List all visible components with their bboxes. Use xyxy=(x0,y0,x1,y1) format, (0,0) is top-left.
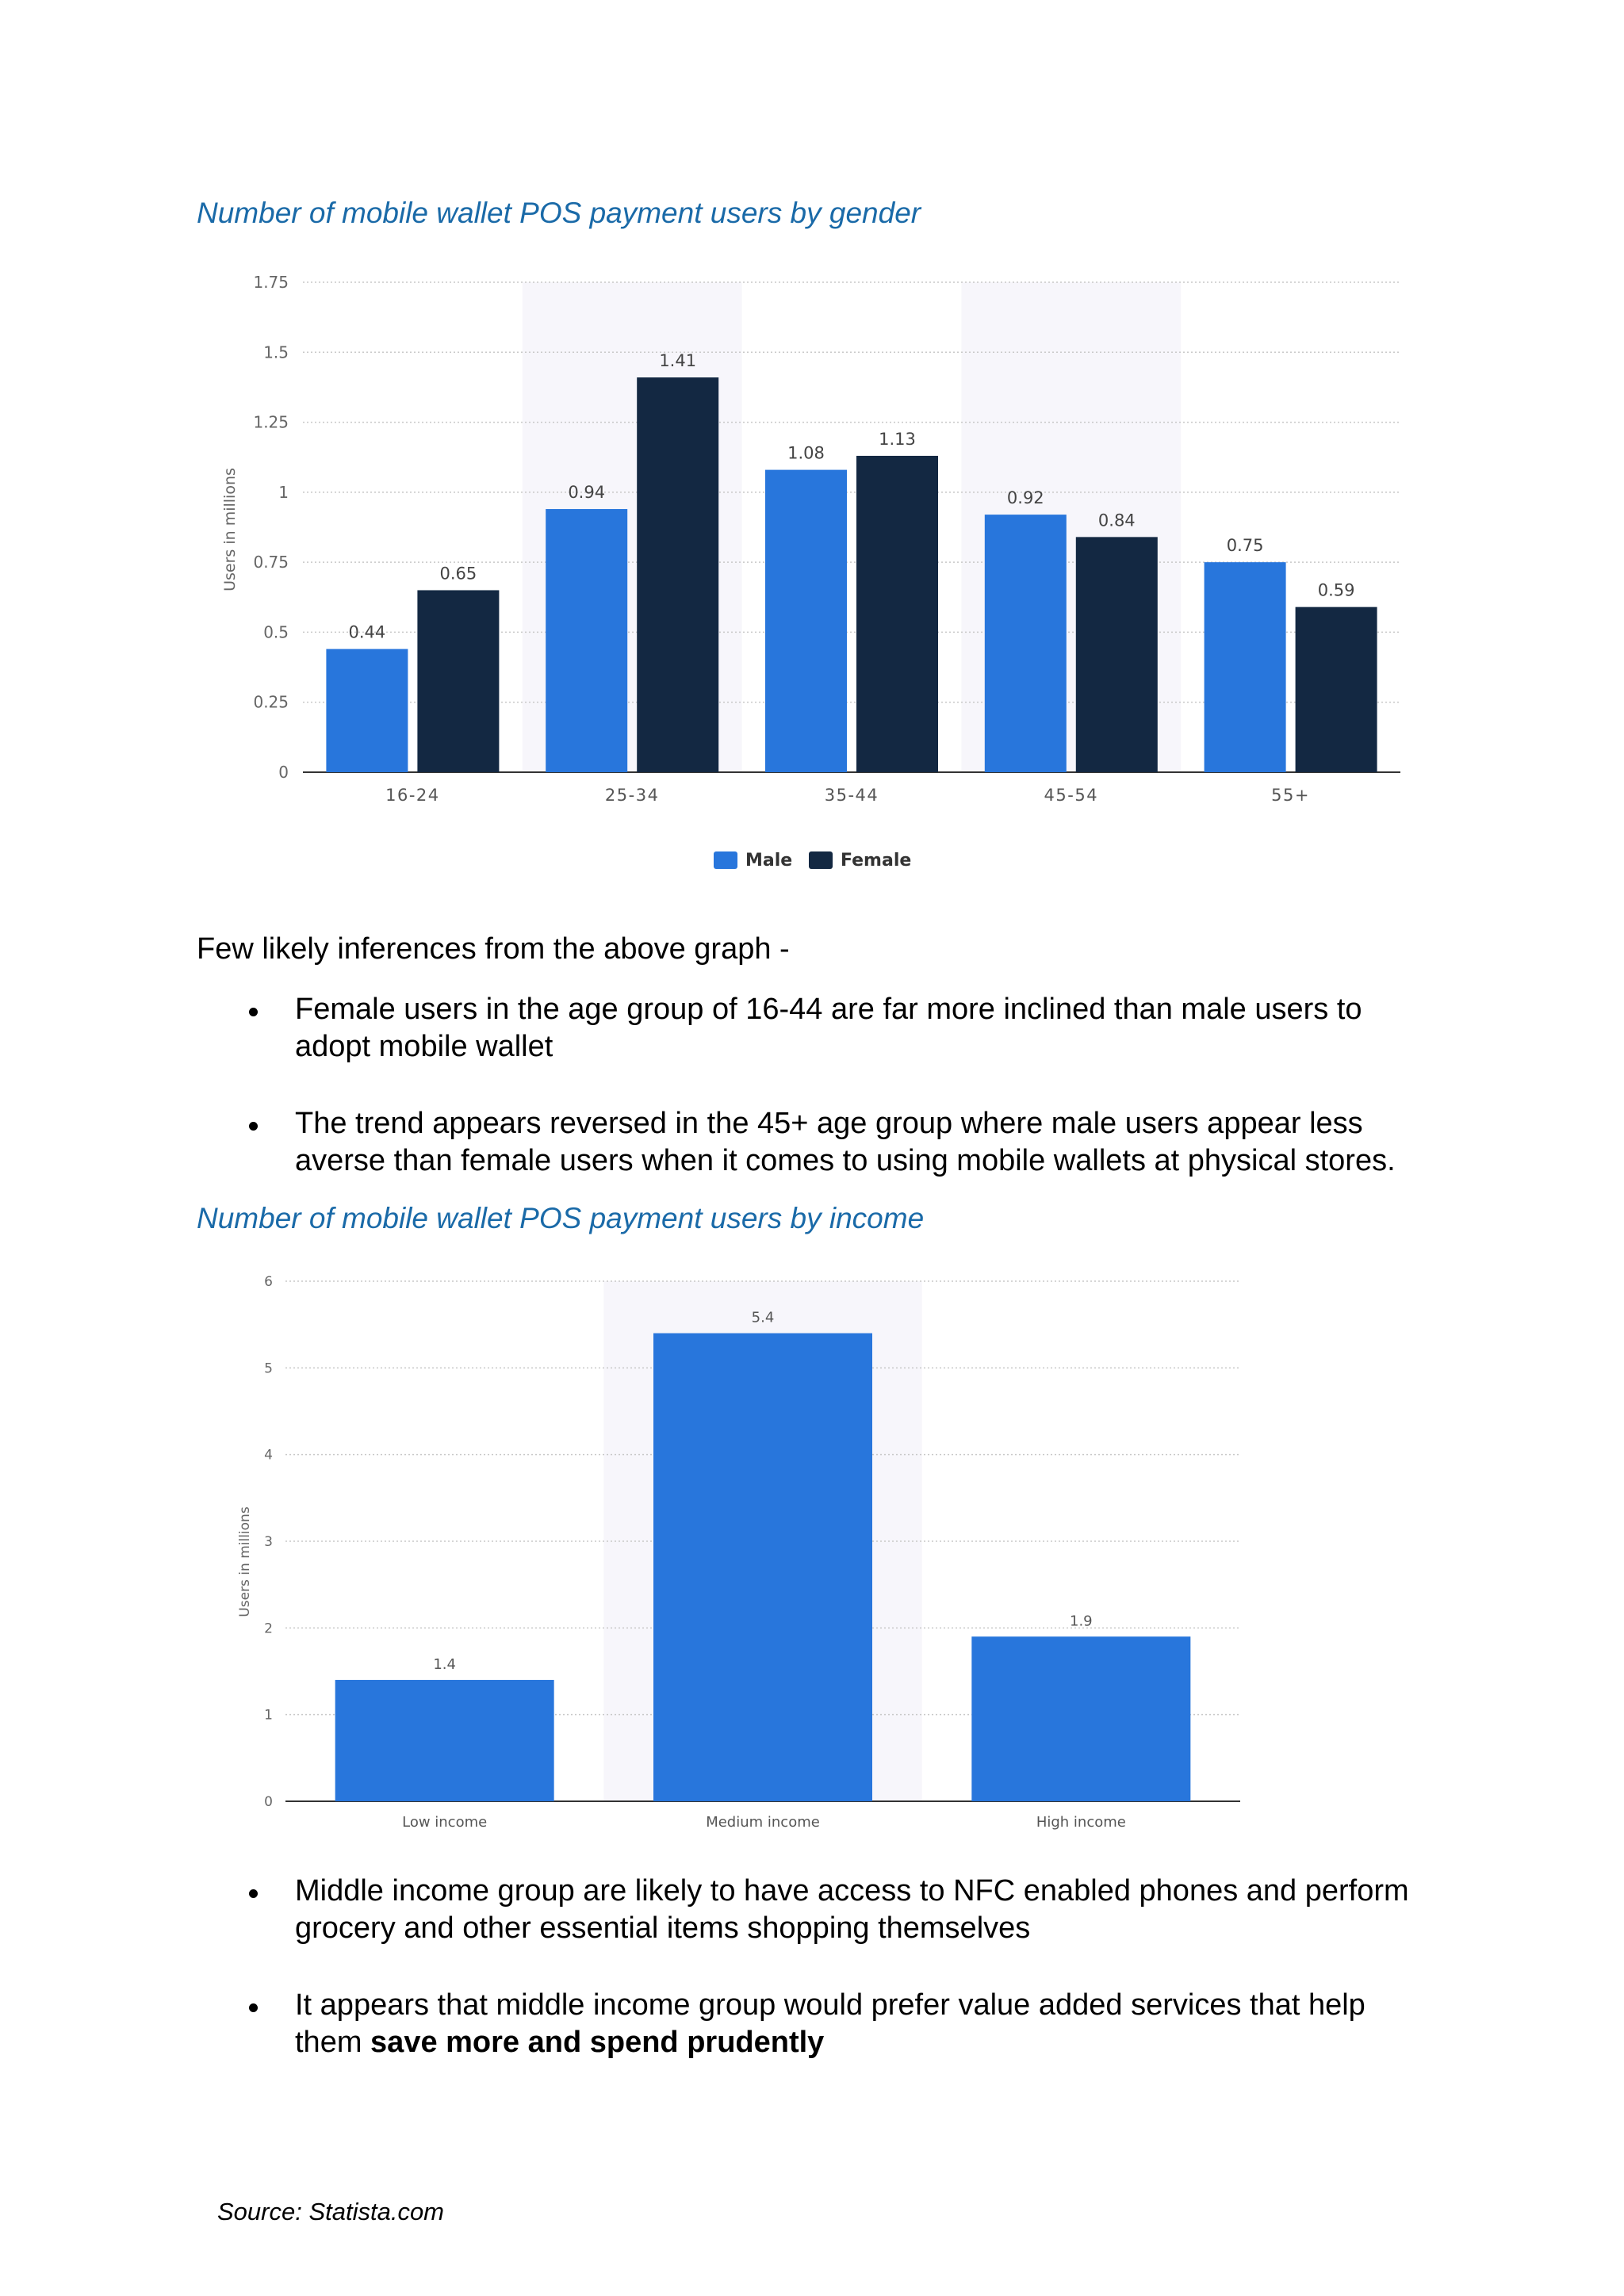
data-label: 0.59 xyxy=(1317,580,1355,600)
data-label: 0.92 xyxy=(1006,488,1044,508)
x-tick-label: Medium income xyxy=(706,1814,820,1831)
y-axis-title: Users in millions xyxy=(221,468,239,591)
data-label: 0.65 xyxy=(439,564,477,584)
y-tick-label: 1 xyxy=(264,1707,273,1724)
legend-swatch-male xyxy=(714,851,737,869)
data-label: 1.08 xyxy=(787,443,825,463)
bar-male xyxy=(985,515,1067,772)
gender-chart xyxy=(205,252,1481,910)
y-tick-label: 6 xyxy=(264,1274,273,1290)
x-tick-label: Low income xyxy=(402,1814,488,1831)
bar xyxy=(971,1636,1190,1801)
bar-female xyxy=(1076,537,1158,772)
income-chart xyxy=(230,1261,1261,1851)
bar-female xyxy=(856,456,938,772)
x-tick-label: 25-34 xyxy=(604,786,660,805)
y-tick-label: 1.5 xyxy=(263,342,289,362)
bar-male xyxy=(546,509,627,772)
y-tick-label: 1.25 xyxy=(253,412,289,432)
bar xyxy=(653,1334,872,1801)
y-tick-label: 0 xyxy=(264,1794,273,1810)
y-axis-title: Users in millions xyxy=(237,1506,253,1617)
list-item: The trend appears reversed in the 45+ age group where male users appear less averse than female users when it comes to using mobile wallets at physical stores. xyxy=(197,1105,1434,1180)
legend-label-female: Female xyxy=(841,851,912,871)
bullet-bold-text: save more and spend prudently xyxy=(370,2026,825,2059)
list-item xyxy=(197,1987,1434,2061)
bar-male xyxy=(765,470,847,772)
y-tick-label: 0.25 xyxy=(253,692,289,712)
legend-swatch-female xyxy=(809,851,833,869)
data-label: 0.84 xyxy=(1097,511,1136,530)
gender-bullet-list xyxy=(197,991,1434,1219)
y-tick-label: 0 xyxy=(278,763,289,782)
bar-male xyxy=(326,649,408,772)
y-tick-label: 1.75 xyxy=(253,273,289,292)
bar-female xyxy=(637,377,718,772)
y-tick-label: 1 xyxy=(278,482,289,502)
data-label: 1.4 xyxy=(433,1655,456,1673)
y-tick-label: 0.5 xyxy=(263,622,289,642)
income-chart-title: Number of mobile wallet POS payment users by income xyxy=(197,1202,925,1234)
bar-female xyxy=(1296,607,1377,772)
y-tick-label: 2 xyxy=(264,1621,273,1637)
data-label: 0.75 xyxy=(1226,536,1264,556)
data-label: 5.4 xyxy=(751,1309,775,1326)
x-tick-label: 55+ xyxy=(1271,786,1311,805)
data-label: 1.41 xyxy=(659,351,697,371)
y-tick-label: 3 xyxy=(264,1534,273,1550)
x-tick-label: High income xyxy=(1036,1814,1126,1831)
bar-female xyxy=(417,590,499,772)
gender-chart-title: Number of mobile wallet POS payment users by gender xyxy=(197,197,921,229)
source-note: Source: Statista.com xyxy=(217,2198,445,2225)
data-label: 1.13 xyxy=(879,429,916,449)
data-label: 1.9 xyxy=(1070,1613,1093,1630)
bar xyxy=(335,1680,554,1801)
data-label: 0.44 xyxy=(348,622,386,642)
income-bullet-list xyxy=(197,1873,1434,2101)
x-tick-label: 45-54 xyxy=(1044,786,1099,805)
list-item: Female users in the age group of 16-44 are far more inclined than male users to adopt mobile wallet xyxy=(197,991,1434,1066)
data-label: 0.94 xyxy=(568,483,606,503)
legend-label-male: Male xyxy=(745,851,793,871)
bullet-text: It appears that middle income group would prefer value added services that help them xyxy=(295,1988,1365,2059)
bar-male xyxy=(1205,562,1286,772)
list-item: Middle income group are likely to have access to NFC enabled phones and perform grocery and other essential items shopping themselves xyxy=(197,1873,1434,1947)
y-tick-label: 0.75 xyxy=(253,553,289,572)
y-tick-label: 4 xyxy=(264,1447,273,1464)
y-tick-label: 5 xyxy=(264,1360,273,1377)
x-tick-label: 16-24 xyxy=(385,786,440,805)
inferences-intro: Few likely inferences from the above graph - xyxy=(197,932,790,966)
x-tick-label: 35-44 xyxy=(824,786,879,805)
